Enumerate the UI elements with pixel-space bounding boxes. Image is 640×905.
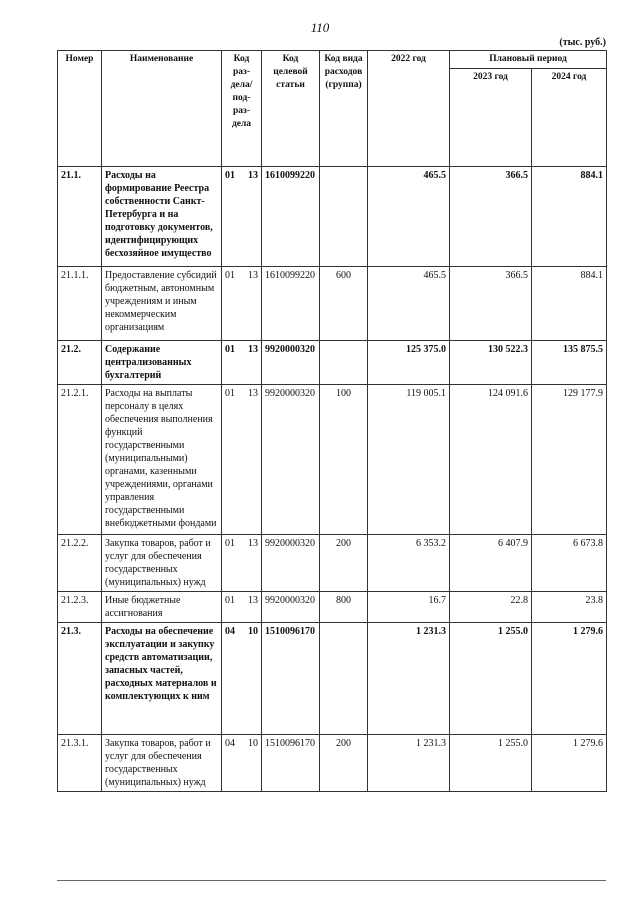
cell-subsection: 13 xyxy=(248,595,258,606)
cell-number: 21.3. xyxy=(58,623,102,735)
cell-year-2024: 884.1 xyxy=(532,167,607,267)
cell-section-code xyxy=(222,167,262,267)
header-expense-type: Код вида расходов (группа) xyxy=(320,51,368,167)
cell-section-code xyxy=(222,592,262,623)
budget-table xyxy=(57,50,607,792)
table-row xyxy=(58,341,607,385)
cell-year-2023: 130 522.3 xyxy=(450,341,532,385)
table-row xyxy=(58,623,607,735)
cell-section-code xyxy=(222,535,262,592)
table-body xyxy=(58,167,607,792)
cell-section: 01 xyxy=(225,344,235,355)
cell-year-2024: 1 279.6 xyxy=(532,735,607,792)
cell-section: 01 xyxy=(225,388,235,399)
table-row xyxy=(58,267,607,341)
header-year-2022: 2022 год xyxy=(368,51,450,167)
page-bottom-rule xyxy=(57,880,606,881)
cell-year-2022: 16.7 xyxy=(368,592,450,623)
cell-target-code: 9920000320 xyxy=(262,385,320,535)
cell-section-code xyxy=(222,267,262,341)
cell-expense-type: 800 xyxy=(320,592,368,623)
cell-subsection: 10 xyxy=(248,626,258,637)
table-row xyxy=(58,535,607,592)
cell-number: 21.3.1. xyxy=(58,735,102,792)
cell-expense-type xyxy=(320,341,368,385)
header-number: Номер xyxy=(58,51,102,167)
table-row xyxy=(58,592,607,623)
cell-target-code: 1510096170 xyxy=(262,623,320,735)
header-target-code: Код целевой статьи xyxy=(262,51,320,167)
cell-number: 21.2. xyxy=(58,341,102,385)
cell-expense-type: 600 xyxy=(320,267,368,341)
cell-year-2022: 465.5 xyxy=(368,167,450,267)
cell-target-code: 9920000320 xyxy=(262,535,320,592)
cell-subsection: 13 xyxy=(248,344,258,355)
table-row xyxy=(58,385,607,535)
cell-subsection: 13 xyxy=(248,170,258,181)
cell-number: 21.2.2. xyxy=(58,535,102,592)
cell-year-2024: 1 279.6 xyxy=(532,623,607,735)
cell-year-2023: 366.5 xyxy=(450,267,532,341)
header-year-2024: 2024 год xyxy=(532,69,607,167)
cell-expense-type: 200 xyxy=(320,535,368,592)
cell-name: Иные бюджетные ассигнования xyxy=(102,592,222,623)
cell-section-code xyxy=(222,623,262,735)
cell-number: 21.1.1. xyxy=(58,267,102,341)
cell-expense-type: 100 xyxy=(320,385,368,535)
cell-section: 01 xyxy=(225,538,235,549)
cell-name: Закупка товаров, работ и услуг для обеспечения государственных (муниципальных) нужд xyxy=(102,735,222,792)
cell-name: Расходы на выплаты персоналу в целях обеспечения выполнения функций государственными (муниципальными) органами, казенными учреждениями, органами управления государственными внебюджетными фондами xyxy=(102,385,222,535)
cell-year-2024: 23.8 xyxy=(532,592,607,623)
cell-expense-type: 200 xyxy=(320,735,368,792)
header-name: Наименование xyxy=(102,51,222,167)
cell-year-2022: 6 353.2 xyxy=(368,535,450,592)
cell-year-2022: 119 005.1 xyxy=(368,385,450,535)
cell-number: 21.2.3. xyxy=(58,592,102,623)
cell-name: Предоставление субсидий бюджетным, автономным учреждениям и иным некоммерческим организациям xyxy=(102,267,222,341)
cell-expense-type xyxy=(320,167,368,267)
cell-expense-type xyxy=(320,623,368,735)
cell-subsection: 10 xyxy=(248,738,258,749)
cell-year-2022: 465.5 xyxy=(368,267,450,341)
cell-year-2024: 884.1 xyxy=(532,267,607,341)
cell-year-2023: 366.5 xyxy=(450,167,532,267)
units-label: (тыс. руб.) xyxy=(559,37,606,48)
cell-year-2024: 6 673.8 xyxy=(532,535,607,592)
table-row xyxy=(58,167,607,267)
page-number: 110 xyxy=(310,20,330,35)
cell-section: 04 xyxy=(225,626,235,637)
cell-year-2023: 1 255.0 xyxy=(450,623,532,735)
cell-subsection: 13 xyxy=(248,538,258,549)
cell-name: Расходы на формирование Реестра собственности Санкт-Петербурга и на подготовку документов, идентифицирующих бесхозяйное имущество xyxy=(102,167,222,267)
cell-year-2022: 125 375.0 xyxy=(368,341,450,385)
cell-target-code: 1610099220 xyxy=(262,167,320,267)
cell-year-2023: 124 091.6 xyxy=(450,385,532,535)
cell-target-code: 1610099220 xyxy=(262,267,320,341)
cell-target-code: 9920000320 xyxy=(262,341,320,385)
cell-name: Расходы на обеспечение эксплуатации и закупку средств автоматизации, запасных частей, расходных материалов и комплектующих к ним xyxy=(102,623,222,735)
cell-section-code xyxy=(222,341,262,385)
cell-section: 01 xyxy=(225,595,235,606)
cell-name: Закупка товаров, работ и услуг для обеспечения государственных (муниципальных) нужд xyxy=(102,535,222,592)
cell-year-2023: 6 407.9 xyxy=(450,535,532,592)
cell-target-code: 1510096170 xyxy=(262,735,320,792)
cell-subsection: 13 xyxy=(248,270,258,281)
cell-name: Содержание централизованных бухгалтерий xyxy=(102,341,222,385)
cell-year-2024: 129 177.9 xyxy=(532,385,607,535)
cell-year-2023: 22.8 xyxy=(450,592,532,623)
cell-section: 01 xyxy=(225,270,235,281)
header-planning-period: Плановый период xyxy=(450,51,607,69)
cell-year-2022: 1 231.3 xyxy=(368,735,450,792)
cell-subsection: 13 xyxy=(248,388,258,399)
cell-number: 21.2.1. xyxy=(58,385,102,535)
cell-year-2023: 1 255.0 xyxy=(450,735,532,792)
cell-section-code xyxy=(222,735,262,792)
cell-number: 21.1. xyxy=(58,167,102,267)
cell-year-2024: 135 875.5 xyxy=(532,341,607,385)
cell-section-code xyxy=(222,385,262,535)
header-year-2023: 2023 год xyxy=(450,69,532,167)
header-section-code: Код раз-дела/ под-раз-дела xyxy=(222,51,262,167)
cell-target-code: 9920000320 xyxy=(262,592,320,623)
cell-year-2022: 1 231.3 xyxy=(368,623,450,735)
table-row xyxy=(58,735,607,792)
cell-section: 04 xyxy=(225,738,235,749)
cell-section: 01 xyxy=(225,170,235,181)
